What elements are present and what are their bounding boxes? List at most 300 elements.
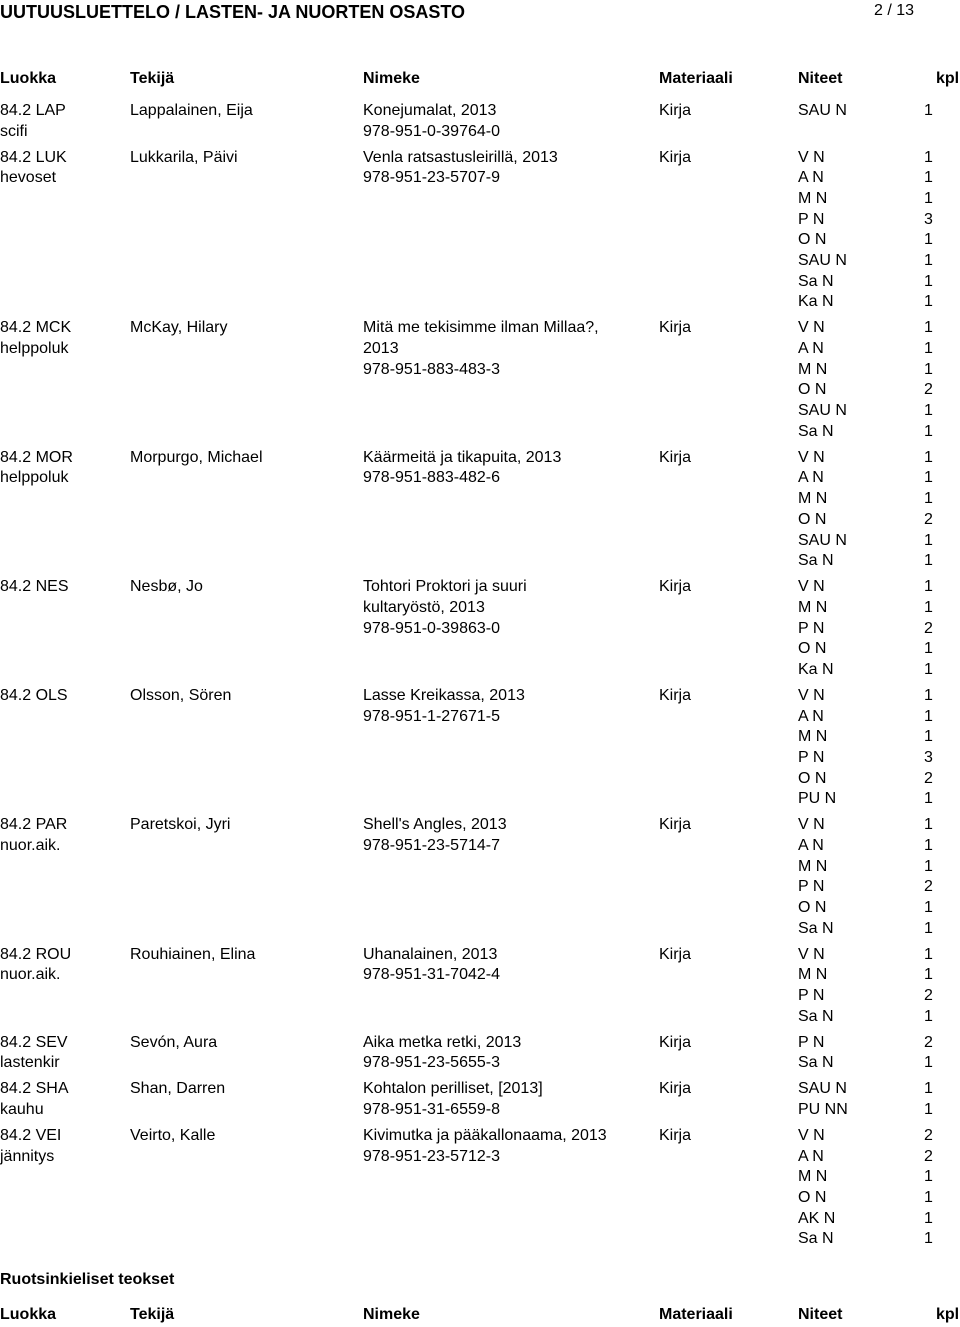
copy-count: 1 <box>924 966 933 984</box>
title-line: 978-951-23-5707-9 <box>363 169 500 187</box>
copy-count: 1 <box>924 1168 933 1186</box>
copy-count: 1 <box>924 857 933 875</box>
column-header-row-bottom <box>0 1306 960 1326</box>
column-header-kpl: kpl <box>936 1306 960 1323</box>
copy-location-code: Ka N <box>798 293 834 311</box>
copy-count: 1 <box>924 469 933 487</box>
table-row <box>0 686 960 815</box>
materiaali-cell <box>659 318 779 339</box>
copy-count: 2 <box>924 878 933 896</box>
copy-line <box>798 1209 958 1230</box>
luokka-cell <box>0 1033 125 1074</box>
copy-line <box>798 789 958 810</box>
copy-line <box>798 986 958 1007</box>
column-header-nimeke: Nimeke <box>363 70 420 87</box>
copy-count: 1 <box>924 816 933 834</box>
luokka-cell <box>0 318 125 359</box>
copy-line <box>798 1033 958 1054</box>
luokka-line: 84.2 MCK <box>0 319 72 337</box>
table-row <box>0 148 960 319</box>
column-header-niteet: Niteet <box>798 1306 843 1323</box>
copy-count: 1 <box>924 448 933 466</box>
nimeke-cell <box>363 577 653 639</box>
luokka-line: lastenkir <box>0 1054 60 1072</box>
column-header-materiaali: Materiaali <box>659 1306 733 1323</box>
copy-location-code: A N <box>798 707 824 725</box>
copy-count: 1 <box>924 272 933 290</box>
copy-count: 2 <box>924 381 933 399</box>
materiaali-cell <box>659 1126 779 1147</box>
copy-count: 1 <box>924 402 933 420</box>
copy-line <box>798 210 958 231</box>
copy-line <box>798 380 958 401</box>
nimeke-cell <box>363 815 653 856</box>
title-line: Shell's Angles, 2013 <box>363 816 507 834</box>
copy-line <box>798 531 958 552</box>
title-line: 978-951-883-482-6 <box>363 469 500 487</box>
copy-line <box>798 1100 958 1121</box>
copy-location-code: SAU N <box>798 252 847 270</box>
materiaali-cell <box>659 577 779 598</box>
copy-location-code: SAU N <box>798 1080 847 1098</box>
copy-count: 1 <box>924 1007 933 1025</box>
copy-line <box>798 919 958 940</box>
copy-line <box>798 619 958 640</box>
copy-count: 1 <box>924 189 933 207</box>
copy-location-code: PU N <box>798 790 837 808</box>
copy-count: 2 <box>924 510 933 528</box>
copy-location-code: P N <box>798 210 825 228</box>
niteet-cell <box>798 448 958 572</box>
copy-count: 1 <box>924 1209 933 1227</box>
section-title: Ruotsinkieliset teokset <box>0 1271 175 1288</box>
materiaali-cell <box>659 1033 779 1054</box>
copy-line <box>798 815 958 836</box>
table-row <box>0 577 960 686</box>
materiaali-cell <box>659 686 779 707</box>
copy-line <box>798 230 958 251</box>
copy-line <box>798 660 958 681</box>
copy-count: 1 <box>924 531 933 549</box>
copy-location-code: M N <box>798 189 828 207</box>
copy-line <box>798 1053 958 1074</box>
title-line: 978-951-31-6559-8 <box>363 1100 500 1118</box>
author-name: Veirto, Kalle <box>130 1126 216 1144</box>
copy-line <box>798 318 958 339</box>
niteet-cell <box>798 686 958 810</box>
copy-location-code: SAU N <box>798 531 847 549</box>
luokka-cell <box>0 945 125 986</box>
document-title: UUTUUSLUETTELO / LASTEN- JA NUORTEN OSASTO <box>0 2 466 22</box>
luokka-line: 84.2 ROU <box>0 945 72 963</box>
copy-location-code: M N <box>798 966 828 984</box>
luokka-cell <box>0 1126 125 1167</box>
luokka-line: kauhu <box>0 1100 44 1118</box>
column-header-tekija: Tekijä <box>130 70 175 87</box>
copy-location-code: O N <box>798 640 827 658</box>
copy-line <box>798 898 958 919</box>
title-line: Venla ratsastusleirillä, 2013 <box>363 148 558 166</box>
nimeke-cell <box>363 1079 653 1120</box>
copy-location-code: M N <box>798 598 828 616</box>
niteet-cell <box>798 1126 958 1250</box>
luokka-cell <box>0 577 125 598</box>
author-name: McKay, Hilary <box>130 319 228 337</box>
title-line: 978-951-31-7042-4 <box>363 966 500 984</box>
nimeke-cell <box>363 1033 653 1074</box>
tekija-cell <box>130 101 360 122</box>
copy-line <box>798 1007 958 1028</box>
copy-line <box>798 748 958 769</box>
copy-line <box>798 945 958 966</box>
table-row <box>0 1079 960 1126</box>
tekija-cell <box>130 1126 360 1147</box>
material-type: Kirja <box>659 102 692 119</box>
copy-line <box>798 510 958 531</box>
copy-count: 1 <box>924 1080 933 1098</box>
copy-line <box>798 468 958 489</box>
copy-location-code: Sa N <box>798 1230 834 1248</box>
copy-line <box>798 292 958 313</box>
luokka-cell <box>0 815 125 856</box>
copy-line <box>798 1188 958 1209</box>
title-line: Kivimutka ja pääkallonaama, 2013 <box>363 1126 607 1144</box>
niteet-cell <box>798 148 958 314</box>
copy-count: 1 <box>924 707 933 725</box>
copy-line <box>798 422 958 443</box>
column-header-nimeke: Nimeke <box>363 1306 420 1323</box>
copy-count: 1 <box>924 728 933 746</box>
copy-line <box>798 360 958 381</box>
luokka-line: 84.2 LAP <box>0 102 66 119</box>
copy-line <box>798 707 958 728</box>
copy-count: 1 <box>924 293 933 311</box>
copy-count: 1 <box>924 490 933 508</box>
title-line: 978-951-23-5655-3 <box>363 1054 500 1072</box>
title-line: 978-951-1-27671-5 <box>363 707 500 725</box>
materiaali-cell <box>659 148 779 169</box>
nimeke-cell <box>363 148 653 189</box>
title-line: 978-951-0-39863-0 <box>363 619 500 637</box>
luokka-cell <box>0 448 125 489</box>
copy-line <box>798 686 958 707</box>
copy-count: 1 <box>924 686 933 704</box>
title-line: Aika metka retki, 2013 <box>363 1033 522 1051</box>
materiaali-cell <box>659 815 779 836</box>
copy-location-code: Sa N <box>798 1054 834 1072</box>
material-type: Kirja <box>659 1080 692 1098</box>
copy-count: 1 <box>924 552 933 570</box>
niteet-cell <box>798 1079 958 1120</box>
table-row <box>0 945 960 1033</box>
copy-count: 2 <box>924 619 933 637</box>
copy-location-code: PU NN <box>798 1100 848 1118</box>
luokka-line: 84.2 MOR <box>0 448 73 466</box>
copy-location-code: V N <box>798 945 825 963</box>
copy-line <box>798 339 958 360</box>
column-header-niteet: Niteet <box>798 70 843 87</box>
luokka-line: hevoset <box>0 169 57 187</box>
copy-location-code: M N <box>798 857 828 875</box>
copy-location-code: O N <box>798 510 827 528</box>
entry-list <box>0 101 960 1255</box>
tekija-cell <box>130 1079 360 1100</box>
column-header-tekija: Tekijä <box>130 1306 175 1323</box>
copy-location-code: P N <box>798 987 825 1005</box>
copy-count: 2 <box>924 769 933 787</box>
copy-count: 3 <box>924 210 933 228</box>
material-type: Kirja <box>659 1126 692 1144</box>
nimeke-cell <box>363 945 653 986</box>
copy-location-code: P N <box>798 878 825 896</box>
material-type: Kirja <box>659 816 692 834</box>
copy-line <box>798 448 958 469</box>
luokka-line: 84.2 LUK <box>0 148 67 166</box>
copy-location-code: P N <box>798 748 825 766</box>
author-name: Olsson, Sören <box>130 686 232 704</box>
copy-line <box>798 1229 958 1250</box>
table-row <box>0 1033 960 1080</box>
copy-line <box>798 727 958 748</box>
author-name: Shan, Darren <box>130 1080 226 1098</box>
page-header <box>0 0 960 24</box>
copy-location-code: P N <box>798 619 825 637</box>
title-line: 978-951-883-483-3 <box>363 360 500 378</box>
copy-line <box>798 877 958 898</box>
column-header-luokka: Luokka <box>0 1306 57 1323</box>
tekija-cell <box>130 577 360 598</box>
copy-line <box>798 1079 958 1100</box>
copy-line <box>798 101 958 122</box>
title-line: Lasse Kreikassa, 2013 <box>363 686 525 704</box>
copy-line <box>798 598 958 619</box>
luokka-cell <box>0 101 125 142</box>
copy-count: 1 <box>924 790 933 808</box>
nimeke-cell <box>363 686 653 727</box>
copy-count: 1 <box>924 836 933 854</box>
copy-location-code: V N <box>798 319 825 337</box>
copy-location-code: Sa N <box>798 422 834 440</box>
copy-count: 1 <box>924 340 933 358</box>
copy-count: 1 <box>924 660 933 678</box>
copy-count: 1 <box>924 598 933 616</box>
copy-count: 1 <box>924 1100 933 1118</box>
title-line: Konejumalat, 2013 <box>363 102 497 119</box>
title-line: Käärmeitä ja tikapuita, 2013 <box>363 448 562 466</box>
luokka-line: helppoluk <box>0 469 69 487</box>
copy-line <box>798 857 958 878</box>
copy-count: 1 <box>924 148 933 166</box>
table-row <box>0 101 960 148</box>
copy-count: 1 <box>924 252 933 270</box>
luokka-line: 84.2 SHA <box>0 1080 69 1098</box>
copy-location-code: O N <box>798 231 827 249</box>
copy-line <box>798 1147 958 1168</box>
copy-line <box>798 251 958 272</box>
copy-location-code: Sa N <box>798 552 834 570</box>
copy-count: 1 <box>924 945 933 963</box>
luokka-line: 84.2 PAR <box>0 816 68 834</box>
copy-line <box>798 189 958 210</box>
copy-location-code: A N <box>798 340 824 358</box>
title-line: 2013 <box>363 340 399 358</box>
copy-line <box>798 401 958 422</box>
title-line: kultaryöstö, 2013 <box>363 598 485 616</box>
copy-location-code: V N <box>798 686 825 704</box>
niteet-cell <box>798 101 958 122</box>
copy-line <box>798 1167 958 1188</box>
column-header-row <box>0 70 960 90</box>
luokka-cell <box>0 1079 125 1120</box>
copy-location-code: M N <box>798 490 828 508</box>
copy-count: 2 <box>924 1033 933 1051</box>
copy-line <box>798 551 958 572</box>
niteet-cell <box>798 318 958 442</box>
copy-count: 1 <box>924 319 933 337</box>
column-header-materiaali: Materiaali <box>659 70 733 87</box>
copy-location-code: Sa N <box>798 272 834 290</box>
material-type: Kirja <box>659 1033 692 1051</box>
author-name: Nesbø, Jo <box>130 578 203 596</box>
copy-location-code: A N <box>798 836 824 854</box>
copy-location-code: AK N <box>798 1209 836 1227</box>
materiaali-cell <box>659 101 779 122</box>
table-row <box>0 448 960 577</box>
copy-count: 1 <box>924 360 933 378</box>
title-line: Mitä me tekisimme ilman Millaa?, <box>363 319 599 337</box>
nimeke-cell <box>363 101 653 142</box>
title-line: Tohtori Proktori ja suuri <box>363 578 527 596</box>
column-header-luokka: Luokka <box>0 70 57 87</box>
table-row <box>0 1126 960 1255</box>
tekija-cell <box>130 815 360 836</box>
niteet-cell <box>798 1033 958 1074</box>
luokka-line: nuor.aik. <box>0 966 61 984</box>
material-type: Kirja <box>659 319 692 337</box>
luokka-line: 84.2 SEV <box>0 1033 68 1051</box>
tekija-cell <box>130 318 360 339</box>
copy-count: 1 <box>924 1188 933 1206</box>
copy-location-code: SAU N <box>798 402 847 420</box>
material-type: Kirja <box>659 578 692 596</box>
material-type: Kirja <box>659 148 692 166</box>
luokka-cell <box>0 148 125 189</box>
copy-count: 2 <box>924 987 933 1005</box>
title-line: Uhanalainen, 2013 <box>363 945 498 963</box>
author-name: Lukkarila, Päivi <box>130 148 238 166</box>
page-number: 2 / 13 <box>873 2 914 19</box>
author-name: Lappalainen, Eija <box>130 102 253 119</box>
materiaali-cell <box>659 1079 779 1100</box>
copy-count: 1 <box>924 1230 933 1248</box>
luokka-cell <box>0 686 125 707</box>
copy-count: 1 <box>924 899 933 916</box>
copy-line <box>798 836 958 857</box>
copy-location-code: V N <box>798 816 825 834</box>
niteet-cell <box>798 815 958 939</box>
copy-line <box>798 272 958 293</box>
luokka-line: 84.2 VEI <box>0 1126 62 1144</box>
copy-location-code: M N <box>798 360 828 378</box>
copy-location-code: O N <box>798 899 827 916</box>
material-type: Kirja <box>659 448 692 466</box>
copy-count: 1 <box>924 640 933 658</box>
copy-location-code: O N <box>798 769 827 787</box>
copy-location-code: SAU N <box>798 102 847 119</box>
title-line: 978-951-23-5712-3 <box>363 1147 500 1165</box>
tekija-cell <box>130 148 360 169</box>
copy-count: 1 <box>924 919 933 937</box>
luokka-line: 84.2 OLS <box>0 686 68 704</box>
copy-location-code: V N <box>798 448 825 466</box>
table-row <box>0 318 960 447</box>
title-line: 978-951-0-39764-0 <box>363 122 500 140</box>
copy-location-code: A N <box>798 1147 824 1165</box>
copy-count: 1 <box>924 1054 933 1072</box>
niteet-cell <box>798 945 958 1028</box>
copy-location-code: O N <box>798 381 827 399</box>
tekija-cell <box>130 448 360 469</box>
title-line: 978-951-23-5714-7 <box>363 836 500 854</box>
luokka-line: 84.2 NES <box>0 578 69 596</box>
copy-location-code: O N <box>798 1188 827 1206</box>
copy-line <box>798 577 958 598</box>
copy-location-code: M N <box>798 728 828 746</box>
copy-location-code: Sa N <box>798 919 834 937</box>
copy-location-code: M N <box>798 1168 828 1186</box>
material-type: Kirja <box>659 686 692 704</box>
copy-location-code: V N <box>798 578 825 596</box>
copy-location-code: Ka N <box>798 660 834 678</box>
copy-count: 1 <box>924 169 933 187</box>
luokka-line: jännitys <box>0 1147 55 1165</box>
copy-location-code: V N <box>798 148 825 166</box>
nimeke-cell <box>363 318 653 380</box>
copy-count: 1 <box>924 422 933 440</box>
niteet-cell <box>798 577 958 680</box>
luokka-line: helppoluk <box>0 340 69 358</box>
copy-line <box>798 168 958 189</box>
copy-line <box>798 769 958 790</box>
luokka-line: scifi <box>0 122 28 140</box>
copy-count: 1 <box>924 578 933 596</box>
nimeke-cell <box>363 1126 653 1167</box>
tekija-cell <box>130 1033 360 1054</box>
copy-location-code: P N <box>798 1033 825 1051</box>
copy-line <box>798 148 958 169</box>
author-name: Sevón, Aura <box>130 1033 218 1051</box>
tekija-cell <box>130 945 360 966</box>
copy-location-code: V N <box>798 1126 825 1144</box>
materiaali-cell <box>659 448 779 469</box>
copy-count: 2 <box>924 1147 933 1165</box>
copy-line <box>798 639 958 660</box>
materiaali-cell <box>659 945 779 966</box>
copy-line <box>798 965 958 986</box>
copy-count: 2 <box>924 1126 933 1144</box>
author-name: Morpurgo, Michael <box>130 448 263 466</box>
luokka-line: nuor.aik. <box>0 836 61 854</box>
column-header-kpl: kpl <box>936 70 960 87</box>
copy-count: 3 <box>924 748 933 766</box>
table-row <box>0 815 960 944</box>
copy-location-code: Sa N <box>798 1007 834 1025</box>
copy-count: 1 <box>924 231 933 249</box>
copy-location-code: A N <box>798 469 824 487</box>
copy-count: 1 <box>924 102 933 119</box>
title-line: Kohtalon perilliset, [2013] <box>363 1080 543 1098</box>
material-type: Kirja <box>659 945 692 963</box>
